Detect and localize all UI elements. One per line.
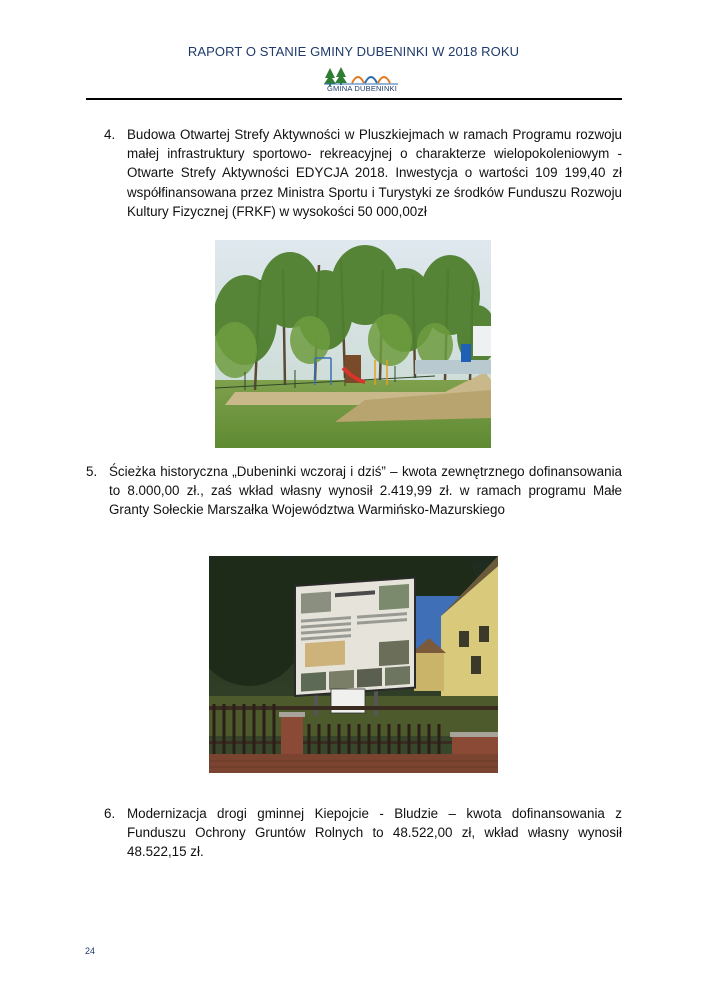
- item-text: Budowa Otwartej Strefy Aktywności w Pluszkiejmach w ramach Programu rozwoju małej infrastruktury sportowo- rekreacyjnej o charakterze wielopokoleniowym - Otwarte Strefy Aktywności EDYCJA 2018. Inwestycja o wartości 109 199,40 zł współfinansowana przez Ministra Sportu i Turystyki ze środków Funduszu Rozwoju Kultury Fizycznej (FRKF) w wysokości 50 000,00zł: [127, 127, 622, 219]
- list-item-6: [104, 804, 622, 862]
- activity-zone-image: [215, 240, 491, 448]
- list-item-5: [86, 462, 622, 520]
- item-number: 4.: [104, 127, 116, 142]
- item-text: Ścieżka historyczna „Dubeninki wczoraj i dziś” – kwota zewnętrznego dofinansowania to 8.000,00 zł., zaś wkład własny wynosił 2.419,99 zł. w ramach programu Małe Granty Sołeckie Marszałka Województwa Warmińsko-Mazurskiego: [109, 464, 622, 518]
- historical-board-image: [209, 556, 498, 773]
- logo-caption: GMINA DUBENINKI: [326, 84, 398, 93]
- photo-historical-board: [209, 556, 498, 773]
- page-number: 24: [85, 946, 96, 956]
- item-text: Modernizacja drogi gminnej Kiepojcie - Bludzie – kwota dofinansowania z Funduszu Ochrony Gruntów Rolnych to 48.522,00 zł, wkład własny wynosił 48.522,15 zł.: [127, 806, 622, 860]
- item-number: 5.: [86, 464, 98, 479]
- item-number: 6.: [104, 806, 116, 821]
- report-header-title: RAPORT O STANIE GMINY DUBENINKI W 2018 ROKU: [187, 44, 520, 59]
- photo-activity-zone: [215, 240, 491, 448]
- header-divider: [86, 98, 622, 100]
- list-item-4: [104, 125, 622, 221]
